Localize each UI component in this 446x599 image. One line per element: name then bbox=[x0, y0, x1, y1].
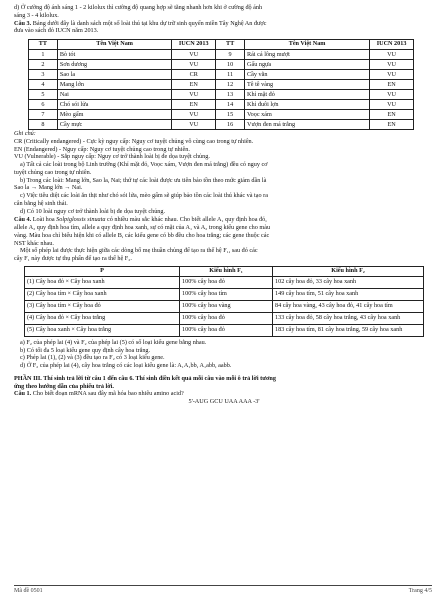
iucn-cell: Voọc xám bbox=[245, 110, 370, 120]
iucn-cell: VU bbox=[370, 90, 414, 100]
q2-option-d-cont: sáng 3 - 4 kilolux. bbox=[14, 11, 59, 19]
notes-title: Ghi chú: bbox=[14, 130, 36, 137]
q3-option-d: d) Có 10 loài nguy cơ trở thành loài bị đe dọa tuyệt chủng. bbox=[20, 207, 166, 215]
iucn-cell: 3 bbox=[29, 70, 58, 80]
q4-option-b: b) Có tối đa 5 loại kiểu gene quy định cây hoa trắng. bbox=[20, 346, 151, 354]
iucn-table-row bbox=[29, 60, 414, 70]
iucn-cell: 8 bbox=[29, 120, 58, 130]
q3-option-b-cont: Sao la → Mang lớn → Nai. bbox=[14, 184, 83, 192]
cross-cell: (3) Cây hoa tím × Cây hoa đỏ bbox=[25, 300, 180, 312]
part3-title-cont: ứng theo hướng dẫn của phiếu trả lời. bbox=[14, 382, 114, 390]
iucn-cell: CR bbox=[172, 70, 216, 80]
iucn-cell: EN bbox=[370, 80, 414, 90]
iucn-cell: Nai bbox=[57, 90, 171, 100]
cross-cell: (2) Cây hoa tím × Cây hoa xanh bbox=[25, 288, 180, 300]
iucn-cell: 4 bbox=[29, 80, 58, 90]
iucn-cell: Cầy vằn bbox=[245, 70, 370, 80]
q4-prompt-6: cây F₁ này được tự thụ phấn để tạo ra thế hệ F₂. bbox=[14, 255, 132, 262]
iucn-cell: 13 bbox=[216, 90, 245, 100]
iucn-cell: Sao la bbox=[57, 70, 171, 80]
iucn-cell: 5 bbox=[29, 90, 58, 100]
iucn-cell: VU bbox=[172, 60, 216, 70]
iucn-cell: Tê tê vàng bbox=[245, 80, 370, 90]
iucn-table-row bbox=[29, 70, 414, 80]
col-f2: Kiểu hình F₂ bbox=[273, 266, 424, 276]
mrna-sequence: 5'-AUG GCU UAA AAA -3' bbox=[188, 398, 260, 405]
q3-option-a: a) Tất cả các loài trong bộ Linh trưởng (Khỉ mặt đỏ, Voọc xám, Vượn đen má trắng) đều có nguy cơ bbox=[20, 161, 268, 168]
iucn-cell: Mèo gấm bbox=[57, 110, 171, 120]
cross-table-row bbox=[25, 300, 424, 312]
cross-table-row bbox=[25, 324, 424, 336]
iucn-cell: Gấu ngựa bbox=[245, 60, 370, 70]
iucn-table-row bbox=[29, 110, 414, 120]
col-name-1: Tên Việt Nam bbox=[57, 40, 171, 50]
iucn-cell: EN bbox=[172, 80, 216, 90]
q4-prompt-3: vàng. Màu hoa chỉ biểu hiện khi có allele B, các kiểu gene có bb đều cho hoa trắng; các gene thuộc các bbox=[14, 231, 270, 239]
iucn-cell: EN bbox=[172, 100, 216, 110]
cross-table-row bbox=[25, 312, 424, 324]
cross-cell: 102 cây hoa đỏ, 33 cây hoa xanh bbox=[273, 276, 424, 288]
cross-cell: 149 cây hoa tím, 51 cây hoa xanh bbox=[273, 288, 424, 300]
iucn-cell: 2 bbox=[29, 60, 58, 70]
q3-option-b: b) Trong các loài: Mang lớn, Sao la, Nai; thứ tự các loài được ưu tiên bảo tồn theo mức giảm dần là bbox=[20, 176, 267, 184]
iucn-cell: Vượn đen má trắng bbox=[245, 120, 370, 130]
iucn-cell: 12 bbox=[216, 80, 245, 90]
q4-prompt: Câu 4. Loài hoa Solpiglossis sinuata có nhiều màu sắc khác nhau. Cho biết allele A₁ quy định hoa đỏ, bbox=[14, 216, 267, 224]
iucn-cell: VU bbox=[172, 50, 216, 60]
page-number: Trang 4/5 bbox=[408, 587, 432, 594]
q4-prompt-5: Một số phép lai được thực hiện giữa các dòng bố mẹ thuần chủng để tạo ra thế hệ F₁, sau đó các bbox=[20, 247, 258, 255]
cross-cell: 84 cây hoa vàng, 43 cây hoa đỏ, 41 cây hoa tím bbox=[273, 300, 424, 312]
q3-option-a-cont: tuyệt chủng cao trong tự nhiên. bbox=[14, 168, 92, 176]
q2-option-d: d) Ở cường độ ánh sáng 1 - 2 kilolux thì cường độ quang hợp sẽ tăng nhanh hơn khi ở cường độ ánh bbox=[14, 4, 263, 11]
iucn-cell: 16 bbox=[216, 120, 245, 130]
iucn-table-row bbox=[29, 50, 414, 60]
q4-prompt-4: NST khác nhau. bbox=[14, 239, 54, 247]
cross-cell: 100% cây hoa đỏ bbox=[180, 312, 273, 324]
cross-cell: 100% cây hoa đỏ bbox=[180, 324, 273, 336]
col-iucn-1: IUCN 2013 bbox=[172, 40, 216, 50]
cross-cell: (5) Cây hoa xanh × Cây hoa trắng bbox=[25, 324, 180, 336]
col-iucn-2: IUCN 2013 bbox=[370, 40, 414, 50]
q3-option-c: c) Việc tiêu diệt các loài ăn thịt như chó sói lửa, mèo gấm sẽ giúp bảo tồn các loài thú khác và tạo ra bbox=[20, 192, 268, 199]
iucn-cell: Bò tót bbox=[57, 50, 171, 60]
iucn-cell: VU bbox=[370, 50, 414, 60]
cross-cell: (1) Cây hoa đỏ × Cây hoa xanh bbox=[25, 276, 180, 288]
q4-prompt-2: allele A₂ quy định hoa tím, allele a quy định hoa xanh, sự có mặt của A₁ và A₂ trong kiểu gene cho màu bbox=[14, 224, 271, 231]
iucn-table-header bbox=[29, 40, 414, 50]
iucn-cell: VU bbox=[370, 60, 414, 70]
iucn-cell: VU bbox=[172, 110, 216, 120]
iucn-cell: 7 bbox=[29, 110, 58, 120]
q3-prompt: Câu 3. Bảng dưới đây là danh sách một số loài thú tại khu dự trữ sinh quyển miền Tây Nghệ An được bbox=[14, 19, 267, 27]
iucn-cell: VU bbox=[370, 100, 414, 110]
col-f1: Kiểu hình F₁ bbox=[180, 266, 273, 276]
cross-cell: 100% cây hoa vàng bbox=[180, 300, 273, 312]
col-name-2: Tên Việt Nam bbox=[245, 40, 370, 50]
cross-table-row bbox=[25, 276, 424, 288]
iucn-cell: Sơn dương bbox=[57, 60, 171, 70]
iucn-cell: 9 bbox=[216, 50, 245, 60]
iucn-cell: 1 bbox=[29, 50, 58, 60]
cross-cell: 183 cây hoa tím, 81 cây hoa trắng, 59 cây hoa xanh bbox=[273, 324, 424, 336]
part3-q1: Câu 1. Cho biết đoạn mRNA sau đây mã hóa bao nhiêu amino acid? bbox=[14, 390, 184, 398]
iucn-cell: 10 bbox=[216, 60, 245, 70]
iucn-table-row bbox=[29, 120, 414, 130]
cross-table bbox=[24, 266, 424, 337]
iucn-cell: VU bbox=[172, 90, 216, 100]
exam-code: Mã đề 0501 bbox=[14, 587, 43, 594]
note-en: EN (Endangered) - Nguy cấp: Nguy cơ tuyệt chủng cao trong tự nhiên. bbox=[14, 145, 190, 153]
part3-title: PHẦN III. Thí sinh trả lời từ câu 1 đến câu 6. Thí sinh điền kết quả mỗi câu vào mỗi ô trả lời tương bbox=[14, 374, 276, 382]
cross-table-header bbox=[25, 266, 424, 276]
col-tt-2: TT bbox=[216, 40, 245, 50]
iucn-cell: EN bbox=[370, 110, 414, 120]
cross-table-row bbox=[25, 288, 424, 300]
col-tt-1: TT bbox=[29, 40, 58, 50]
iucn-cell: 11 bbox=[216, 70, 245, 80]
iucn-table-row bbox=[29, 90, 414, 100]
iucn-table-row bbox=[29, 80, 414, 90]
iucn-cell: 6 bbox=[29, 100, 58, 110]
iucn-table bbox=[28, 39, 414, 130]
iucn-cell: Chó sói lửa bbox=[57, 100, 171, 110]
iucn-cell: EN bbox=[370, 120, 414, 130]
iucn-table-row bbox=[29, 100, 414, 110]
q4-option-c: c) Phép lai (1), (2) và (3) đều tạo ra F₂ có 3 loại kiểu gene. bbox=[20, 354, 165, 362]
q3-option-c-cont: cân bằng hệ sinh thái. bbox=[14, 199, 68, 207]
iucn-cell: Khỉ mặt đỏ bbox=[245, 90, 370, 100]
col-p: P bbox=[25, 266, 180, 276]
q4-option-d: d) Ở F₂ của phép lai (4), cây hoa trắng có các loại kiểu gene là: A₁A₁bb, A₁abb, aabb. bbox=[20, 362, 232, 369]
cross-cell: 100% cây hoa tím bbox=[180, 288, 273, 300]
iucn-cell: Rái cá lông mượt bbox=[245, 50, 370, 60]
iucn-cell: Cầy mực bbox=[57, 120, 171, 130]
cross-cell: 133 cây hoa đỏ, 58 cây hoa trắng, 43 cây hoa xanh bbox=[273, 312, 424, 324]
q3-prompt-cont: đưa vào sách đỏ IUCN năm 2013. bbox=[14, 27, 99, 35]
q4-option-a: a) F₂ của phép lai (4) và F₂ của phép lai (5) có số loại kiểu gene bằng nhau. bbox=[20, 338, 207, 346]
page-footer bbox=[14, 585, 432, 596]
iucn-cell: Khỉ đuôi lợn bbox=[245, 100, 370, 110]
iucn-cell: Mang lớn bbox=[57, 80, 171, 90]
iucn-cell: 14 bbox=[216, 100, 245, 110]
cross-cell: 100% cây hoa đỏ bbox=[180, 276, 273, 288]
note-cr: CR (Critically endangered) - Cực kỳ nguy cấp: Nguy cơ tuyệt chủng vô cùng cao trong tự nhiên. bbox=[14, 137, 254, 145]
iucn-cell: VU bbox=[172, 120, 216, 130]
iucn-cell: VU bbox=[370, 70, 414, 80]
note-vu: VU (Vulnerable) - Sắp nguy cấp: Nguy cơ trở thành loài bị đe dọa tuyệt chủng. bbox=[14, 153, 210, 161]
iucn-cell: 15 bbox=[216, 110, 245, 120]
cross-cell: (4) Cây hoa đỏ × Cây hoa trắng bbox=[25, 312, 180, 324]
